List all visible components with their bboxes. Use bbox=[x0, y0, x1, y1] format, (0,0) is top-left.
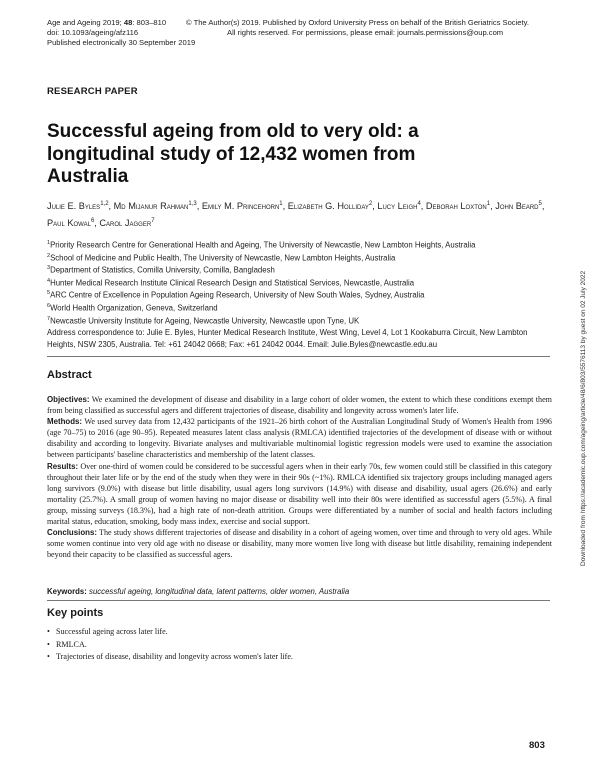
affiliation-item bbox=[47, 314, 552, 327]
author-affiliation-ref: 6 bbox=[90, 217, 95, 224]
author-affiliation-ref: 1,2 bbox=[100, 201, 109, 207]
author-name: John Beard bbox=[495, 201, 539, 212]
abstract-heading: Abstract bbox=[47, 369, 92, 381]
affiliation-text: Department of Statistics, Comilla University, Comilla, Bangladesh bbox=[50, 265, 275, 275]
results-text: Over one-third of women could be considered to be successful agers when in their early 70s, few women could still be classified in this category throughout their later life or by the end of the study when they were in their 90s (~1%). RMLCA identified six trajectory groups including managed agers long survivors (9.0%) with disease but little disability, usual agers long survivors (14.9%) with disease and disability, usual agers (26.6%) and early mortality (25.7%). A small group of women having no major disease or disability well into their 80s were identified as successful agers (5.5%). A final group, missing surveys (18.3%), had a high rate of non-death attrition. Groups were differentiated by a number of social and health factors including marital status, education, smoking, body mass index, exercise and social support. bbox=[47, 461, 552, 527]
affiliation-number: 1 bbox=[47, 240, 51, 246]
bullet-icon: • bbox=[47, 652, 50, 661]
journal-pages: : 803–810 bbox=[132, 18, 167, 27]
abstract-body bbox=[47, 394, 552, 560]
author-affiliation-ref: 2 bbox=[368, 201, 373, 207]
affiliation-number: 6 bbox=[47, 302, 51, 309]
affiliation-number: 5 bbox=[47, 290, 51, 297]
conclusions-label: Conclusions: bbox=[47, 528, 97, 538]
author-list: Julie E. Byles$^{1,2}$, Md Mijanur Rahman$^{1,3}$, Emily M. Princehorn$^1$, Elizabeth G. Holliday$^2$, Lucy Leigh$^4$, Deborah Loxton$^1$, John Beard$^5$, Paul Kowal$^6$, Carol Jagger$^7$ bbox=[47, 201, 545, 228]
key-points-list bbox=[47, 626, 293, 664]
affiliation-number: 2 bbox=[47, 252, 51, 259]
download-note: Downloaded from https://academic.oup.com/ageing/article/48/6/803/5576113 by guest on 02 July 2022 bbox=[580, 270, 587, 566]
affiliation-number: 7 bbox=[47, 315, 51, 322]
affiliation-text: ARC Centre of Excellence in Population Ageing Research, University of New South Wales, Sydney, Australia bbox=[50, 290, 425, 300]
affiliation-text: Priority Research Centre for Generational Health and Ageing, The University of Newcastle, New Lambton Heights, Australia bbox=[50, 240, 476, 250]
affiliation-item bbox=[47, 276, 552, 289]
author-affiliation-ref: 7 bbox=[151, 217, 155, 224]
author-affiliation-ref: 1 bbox=[486, 201, 491, 207]
affiliation-item bbox=[47, 301, 552, 314]
objectives-text: We examined the development of disease and disability in a large cohort of older women, the extent to which these conditions exempt them from being classified as successful agers and different trajectories of disease, disability and longevity across women's later life. bbox=[47, 395, 552, 416]
doi[interactable]: doi: 10.1093/ageing/afz116 bbox=[47, 28, 139, 37]
copyright-line: © The Author(s) 2019. Published by Oxford University Press on behalf of the British Geriatrics Society. bbox=[186, 18, 529, 27]
author-name: Elizabeth G. Holliday bbox=[287, 201, 369, 212]
bullet-icon: • bbox=[47, 639, 50, 649]
author-affiliation-ref: 1,3 bbox=[188, 201, 197, 207]
journal-volume: 48 bbox=[123, 18, 133, 27]
key-point-item bbox=[47, 651, 293, 664]
affiliation-number: 4 bbox=[47, 277, 51, 284]
affiliation-text: School of Medicine and Public Health, The University of Newcastle, New Lambton Heights, Australia bbox=[50, 253, 396, 263]
page-number: 803 bbox=[529, 740, 545, 751]
affiliation-item bbox=[47, 288, 552, 301]
article-type: RESEARCH PAPER bbox=[47, 86, 138, 97]
author-name: Lucy Leigh bbox=[377, 201, 418, 212]
methods-label: Methods: bbox=[47, 417, 83, 427]
keywords-label: Keywords: bbox=[47, 587, 87, 596]
author-affiliation-ref: 5 bbox=[538, 201, 542, 207]
methods-text: We used survey data from 12,432 participants of the 1921–26 birth cohort of the Australian Longitudinal Study of Women's Health from 1996 (age 70–75) to 2016 (age 90–95). Repeated measures latent class analysis (RMLCA) identified trajectories of the development of disease with or without disability and according to longevity. Bivariate analyses and multivariable multinomial logistic regression models were used to examine the association between participants' baseline characteristics and membership of the latent classes. bbox=[47, 417, 552, 460]
affiliation-item bbox=[47, 263, 552, 276]
section-divider bbox=[47, 356, 550, 357]
keywords bbox=[47, 586, 552, 597]
author-name: Paul Kowal bbox=[47, 217, 91, 228]
conclusions-text: The study shows different trajectories of disease and disability in a cohort of ageing women, over time and through to very old ages. While some women continue into very old age with no disease or disability, many more women live long with disease but little disability, remaining independent beyond their capacity to be classified as successful agers. bbox=[47, 528, 552, 560]
rights-line: All rights reserved. For permissions, please email: journals.permissions@oup.com bbox=[227, 28, 504, 37]
abstract-objectives bbox=[47, 394, 552, 416]
author-name: Emily M. Princehorn bbox=[201, 201, 280, 212]
abstract-methods bbox=[47, 416, 552, 460]
key-point-item bbox=[47, 626, 293, 639]
key-point-text: Trajectories of disease, disability and longevity across women's later life. bbox=[56, 652, 293, 661]
results-label: Results: bbox=[47, 461, 79, 471]
affiliation-text: Newcastle University Institute for Ageing, Newcastle University, Newcastle upon Tyne, UK bbox=[50, 316, 360, 326]
bullet-icon: • bbox=[47, 627, 50, 636]
author-name: Carol Jagger bbox=[99, 217, 152, 228]
key-point-item bbox=[47, 639, 293, 652]
abstract-results bbox=[47, 461, 552, 528]
correspondence-address: Address correspondence to: Julie E. Byles, Hunter Medical Research Institute, West Wing, Level 4, Lot 1 Kookaburra Circuit, New Lambton Heights, NSW 2305, Australia. Tel: +61 24042 0668; Fax: +61 24042 0044. Email: Julie.Byles@newcastle.edu.au bbox=[47, 328, 528, 349]
author-name: Md Mijanur Rahman bbox=[113, 201, 189, 212]
affiliation-item bbox=[47, 238, 552, 251]
copyright-block bbox=[186, 18, 566, 38]
key-point-text: RMLCA. bbox=[56, 639, 87, 649]
abstract-conclusions bbox=[47, 527, 552, 560]
author-affiliation-ref: 1 bbox=[279, 201, 283, 207]
section-divider bbox=[47, 600, 550, 601]
affiliation-text: Hunter Medical Research Institute Clinical Research Design and Statistical Services, Newcastle, Australia bbox=[50, 278, 415, 288]
affiliation-text: World Health Organization, Geneva, Switzerland bbox=[50, 303, 218, 313]
article-title: Successful ageing from old to very old: a longitudinal study of 12,432 women from Australia bbox=[47, 121, 419, 187]
keywords-value: successful ageing, longitudinal data, latent patterns, older women, Australia bbox=[89, 587, 350, 596]
author-affiliation-ref: 4 bbox=[417, 201, 421, 207]
affiliation-list bbox=[47, 238, 552, 326]
affiliation-item bbox=[47, 251, 552, 264]
key-points-heading: Key points bbox=[47, 607, 104, 619]
affiliation-number: 3 bbox=[47, 265, 51, 272]
key-point-text: Successful ageing across later life. bbox=[56, 627, 168, 636]
objectives-label: Objectives: bbox=[47, 395, 90, 404]
author-name: Julie E. Byles bbox=[47, 201, 101, 212]
author-name: Deborah Loxton bbox=[425, 201, 487, 212]
journal-name: Age and Ageing 2019; bbox=[47, 18, 124, 27]
published-date: Published electronically 30 September 2019 bbox=[47, 38, 196, 47]
